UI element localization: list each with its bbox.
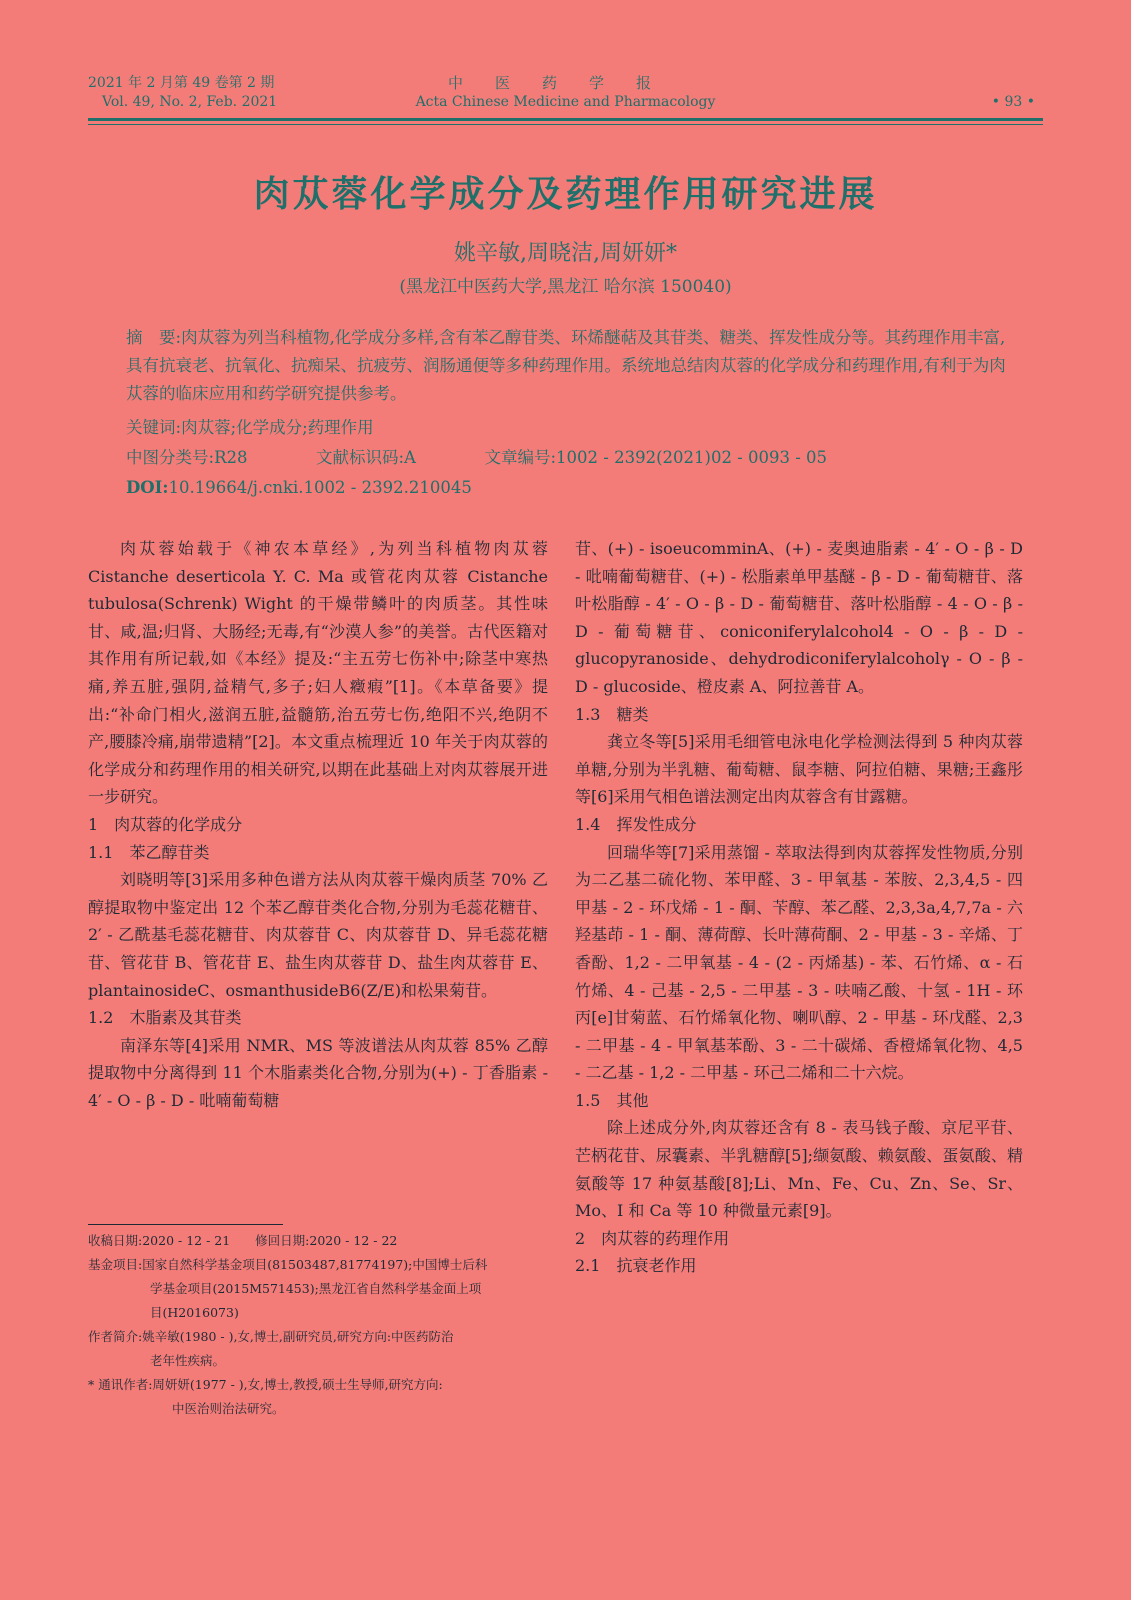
keywords: 肉苁蓉;化学成分;药理作用: [181, 418, 374, 437]
section-1-3-paragraph: 龚立冬等[5]采用毛细管电泳电化学检测法得到 5 种肉苁蓉单糖,分别为半乳糖、葡萄糖、鼠李糖、阿拉伯糖、果糖;王鑫彤等[6]采用气相色谱法测定出肉苁蓉含有甘露糖。: [575, 732, 1023, 807]
fund-line-2: 学基金项目(2015M571453);黑龙江省自然科学基金面上项: [150, 1281, 482, 1296]
doc-code-label: 文献标识码:: [315, 448, 405, 467]
section-1-1-heading: 1.1 苯乙醇苷类: [88, 842, 210, 862]
authors: 姚辛敏,周晓洁,周妍妍*: [454, 241, 677, 266]
article-no-value: 1002 - 2392(2021)02 - 0093 - 05: [556, 448, 828, 467]
keywords-label: 关键词:: [126, 418, 182, 437]
section-1-5-paragraph: 除上述成分外,肉苁蓉还含有 8 - 表马钱子酸、京尼平苷、芒柄花苷、尿囊素、半乳糖醇[5];缬氨酸、赖氨酸、蛋氨酸、精氨酸等 17 种氨基酸[8];Li、Mn、Fe、Cu、Zn、Se、Sr、Mo、I 和 Ca 等 10 种微量元素[9]。: [575, 1118, 1023, 1221]
header-rule-thick: [88, 118, 1043, 121]
footnotes: [88, 1230, 548, 1422]
section-1-1-paragraph: 刘晓明等[3]采用多种色谱方法从肉苁蓉干燥肉质茎 70% 乙醇提取物中鉴定出 12 个苯乙醇苷类化合物,分别为毛蕊花糖苷、2′ - 乙酰基毛蕊花糖苷、肉苁蓉苷 C、肉苁蓉苷 D、异毛蕊花糖苷、管花苷 B、管花苷 E、盐生肉苁蓉苷 D、盐生肉苁蓉苷 E、plantainosideC、osmanthusideB6(Z/E)和松果菊苷。: [88, 870, 548, 1000]
author-bio-line-2: 老年性疾病。: [150, 1353, 226, 1368]
section-1-2-heading: 1.2 木脂素及其苷类: [88, 1008, 242, 1028]
doi-line: [126, 474, 1011, 502]
keywords-line: [126, 414, 1011, 442]
fund-line-3: 目(H2016073): [150, 1305, 239, 1320]
classification-line: [126, 444, 1011, 472]
left-column: [88, 535, 548, 1114]
section-1-heading: 1 肉苁蓉的化学成分: [88, 814, 243, 834]
section-1-4-paragraph: 回瑞华等[7]采用蒸馏 - 萃取法得到肉苁蓉挥发性物质,分别为二乙基二硫化物、苯甲醛、3 - 甲氧基 - 苯胺、2,3,4,5 - 四甲基 - 2 - 环戊烯 - 1 - 酮、苄醇、苯乙醛、2,3,3a,4,7,7a - 六羟基茚 - 1 - 酮、薄荷醇、长叶薄荷酮、2 - 甲基 - 3 - 辛烯、丁香酚、1,2 - 二甲氧基 - 4 - (2 - 丙烯基) - 苯、石竹烯、α - 石竹烯、4 - 己基 - 2,5 - 二甲基 - 3 - 呋喃乙酸、十氢 - 1H - 环丙[e]甘菊蓝、石竹烯氧化物、喇叭醇、2 - 甲基 - 环戊醛、2,3 - 二甲基 - 4 - 甲氧基苯酚、3 - 二十碳烯、香橙烯氧化物、4,5 - 二乙基 - 1,2 - 二甲基 - 环己二烯和二十六烷。: [575, 842, 1023, 1083]
header-rule-thin: [88, 124, 1043, 125]
paper-title: 肉苁蓉化学成分及药理作用研究进展: [253, 173, 878, 215]
received-date: 收稿日期:2020 - 12 - 21 修回日期:2020 - 12 - 22: [88, 1233, 398, 1248]
fund-line-1: 基金项目:国家自然科学基金项目(81503487,81774197);中国博士后科: [88, 1257, 488, 1272]
journal-en: Acta Chinese Medicine and Pharmacology: [415, 94, 716, 110]
section-2-heading: 2 肉苁蓉的药理作用: [575, 1228, 730, 1248]
clc-label: 中图分类号:: [126, 448, 215, 467]
doi-label: DOI:: [126, 478, 169, 497]
section-2-1-heading: 2.1 抗衰老作用: [575, 1256, 697, 1276]
affiliation: (黑龙江中医药大学,黑龙江 哈尔滨 150040): [399, 277, 732, 297]
corresponding-line-2: 中医治则治法研究。: [172, 1401, 285, 1416]
page-number: • 93 •: [991, 94, 1035, 110]
section-1-5-heading: 1.5 其他: [575, 1090, 649, 1110]
doc-code-value: A: [404, 448, 416, 467]
corresponding-line-1: * 通讯作者:周妍妍(1977 - ),女,博士,教授,硕士生导师,研究方向:: [88, 1377, 443, 1392]
doi-value: 10.19664/j.cnki.1002 - 2392.210045: [168, 478, 472, 497]
abstract: [126, 324, 1011, 408]
abstract-label: 摘 要:: [126, 328, 182, 347]
author-bio-line-1: 作者简介:姚辛敏(1980 - ),女,博士,副研究员,研究方向:中医药防治: [88, 1329, 454, 1344]
section-1-2-continued: 苷、(+) - isoeucomminA、(+) - 麦奥迪脂素 - 4′ - O - β - D - 吡喃葡萄糖苷、(+) - 松脂素单甲基醚 - β - D - 葡萄糖苷、落叶松脂醇 - 4′ - O - β - D - 葡萄糖苷、落叶松脂醇 - 4 - O - β - D - 葡萄糖苷、coniconiferylalcohol4 - O - β - D - glucopyranoside、dehydrodiconiferylalcoholγ - O - β - D - glucoside、橙皮素 A、阿拉善苷 A。: [575, 539, 1023, 696]
section-1-3-heading: 1.3 糖类: [575, 704, 649, 724]
clc-value: R28: [214, 448, 248, 467]
issue-en: Vol. 49, No. 2, Feb. 2021: [102, 94, 278, 110]
intro-paragraph: 肉苁蓉始载于《神农本草经》,为列当科植物肉苁蓉 Cistanche deserticola Y. C. Ma 或管花肉苁蓉 Cistanche tubulosa(Schrenk) Wight 的干燥带鳞叶的肉质茎。其性味甘、咸,温;归肾、大肠经;无毒,有“沙漠人参”的美誉。古代医籍对其作用有所记载,如《本经》提及:“主五劳七伤补中;除茎中寒热痛,养五脏,强阴,益精气,多子;妇人癥瘕”[1]。《本草备要》提出:“补命门相火,滋润五脏,益髓筋,治五劳七伤,绝阳不兴,绝阴不产,腰膝冷痛,崩带遗精”[2]。本文重点梳理近 10 年关于肉苁蓉的化学成分和药理作用的相关研究,以期在此基础上对肉苁蓉展开进一步研究。: [88, 539, 548, 807]
abstract-paragraph: [126, 324, 1011, 408]
section-1-4-heading: 1.4 挥发性成分: [575, 814, 697, 834]
right-column: [575, 535, 1023, 1280]
article-no-label: 文章编号:: [484, 448, 557, 467]
section-1-2-paragraph: 南泽东等[4]采用 NMR、MS 等波谱法从肉苁蓉 85% 乙醇提取物中分离得到 11 个木脂素类化合物,分别为(+) - 丁香脂素 - 4′ - O - β - D - 吡喃葡萄糖: [88, 1035, 548, 1110]
journal-cn: 中医药学报: [447, 74, 683, 92]
issue-cn: 2021 年 2 月第 49 卷第 2 期: [88, 75, 275, 91]
footnote-rule: [88, 1224, 283, 1225]
abstract-text: 肉苁蓉为列当科植物,化学成分多样,含有苯乙醇苷类、环烯醚萜及其苷类、糖类、挥发性成分等。其药理作用丰富,具有抗衰老、抗氧化、抗痴呆、抗疲劳、润肠通便等多种药理作用。系统地总结肉苁蓉的化学成分和药理作用,有利于为肉苁蓉的临床应用和药学研究提供参考。: [126, 328, 1006, 403]
